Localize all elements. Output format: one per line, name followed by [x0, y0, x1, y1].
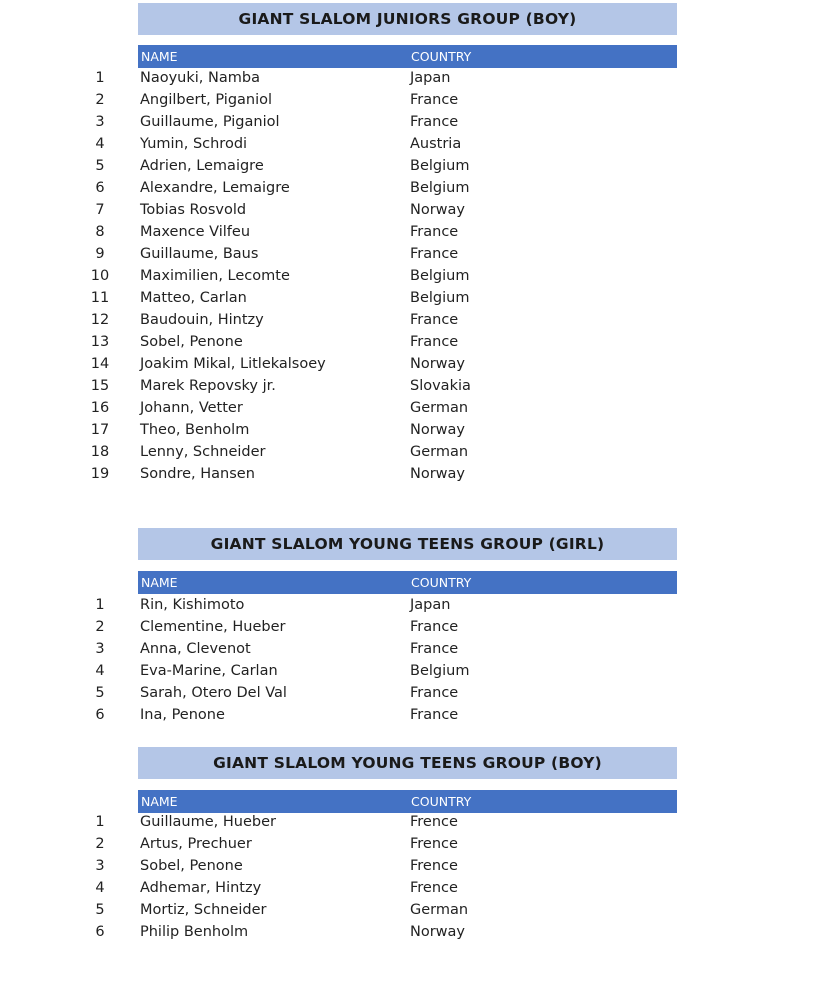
country-column-header: COUNTRY [411, 575, 472, 590]
athlete-country: Norway [410, 356, 466, 372]
athlete-country: Belgium [410, 158, 470, 174]
athlete-name: Johann, Vetter [140, 400, 243, 416]
table-row [0, 595, 820, 617]
table-row [0, 332, 820, 354]
athlete-name: Guillaume, Hueber [140, 814, 276, 830]
athlete-country: Norway [410, 422, 466, 438]
row-number: 17 [90, 422, 110, 438]
athlete-name: Joakim Mikal, Litlekalsoey [140, 356, 326, 372]
table-body [0, 68, 820, 486]
athlete-country: France [410, 707, 459, 723]
row-number: 3 [95, 858, 105, 874]
row-number: 9 [95, 246, 105, 262]
row-number: 4 [95, 136, 105, 152]
table-row [0, 683, 820, 705]
section-title: GIANT SLALOM JUNIORS GROUP (BOY) [138, 3, 677, 35]
row-number: 5 [95, 902, 105, 918]
table-row [0, 354, 820, 376]
row-number: 16 [90, 400, 110, 416]
table-row [0, 834, 820, 856]
row-number: 3 [95, 114, 105, 130]
athlete-name: Angilbert, Piganiol [140, 92, 273, 108]
athlete-name: Mortiz, Schneider [140, 902, 267, 918]
athlete-name: Anna, Clevenot [140, 641, 251, 657]
country-column-header: COUNTRY [411, 794, 472, 809]
section-title: GIANT SLALOM YOUNG TEENS GROUP (BOY) [138, 747, 677, 779]
table-row [0, 639, 820, 661]
athlete-country: Belgium [410, 180, 470, 196]
athlete-name: Adhemar, Hintzy [140, 880, 262, 896]
row-number: 5 [95, 685, 105, 701]
table-row [0, 398, 820, 420]
row-number: 2 [95, 619, 105, 635]
row-number: 13 [90, 334, 110, 350]
row-number: 7 [95, 202, 105, 218]
row-number: 2 [95, 92, 105, 108]
table-row [0, 68, 820, 90]
athlete-name: Guillaume, Baus [140, 246, 259, 262]
table-row [0, 134, 820, 156]
table-row [0, 420, 820, 442]
row-number: 19 [90, 466, 110, 482]
table-row [0, 90, 820, 112]
row-number: 11 [90, 290, 110, 306]
athlete-name: Naoyuki, Namba [140, 70, 260, 86]
table-row [0, 222, 820, 244]
row-number: 6 [95, 924, 105, 940]
athlete-name: Eva-Marine, Carlan [140, 663, 278, 679]
athlete-country: German [410, 444, 469, 460]
table-header [138, 45, 677, 68]
row-number: 4 [95, 880, 105, 896]
athlete-name: Philip Benholm [140, 924, 249, 940]
athlete-country: France [410, 246, 459, 262]
table-row [0, 442, 820, 464]
table-row [0, 288, 820, 310]
athlete-country: France [410, 619, 459, 635]
table-header [138, 571, 677, 594]
name-column-header: NAME [141, 49, 178, 64]
athlete-country: Norway [410, 924, 466, 940]
athlete-country: Frence [410, 814, 458, 830]
athlete-country: France [410, 224, 459, 240]
athlete-country: Belgium [410, 663, 470, 679]
athlete-country: German [410, 400, 469, 416]
row-number: 15 [90, 378, 110, 394]
athlete-country: Japan [410, 597, 451, 613]
table-row [0, 156, 820, 178]
athlete-country: Frence [410, 836, 458, 852]
athlete-name: Sarah, Otero Del Val [140, 685, 287, 701]
athlete-name: Adrien, Lemaigre [140, 158, 264, 174]
table-row [0, 376, 820, 398]
table-row [0, 112, 820, 134]
row-number: 1 [95, 70, 105, 86]
athlete-name: Sobel, Penone [140, 858, 243, 874]
row-number: 18 [90, 444, 110, 460]
row-number: 8 [95, 224, 105, 240]
athlete-country: Slovakia [410, 378, 471, 394]
athlete-country: Frence [410, 858, 458, 874]
row-number: 10 [90, 268, 110, 284]
table-row [0, 244, 820, 266]
table-row [0, 266, 820, 288]
row-number: 6 [95, 707, 105, 723]
athlete-country: France [410, 334, 459, 350]
name-column-header: NAME [141, 794, 178, 809]
athlete-name: Sondre, Hansen [140, 466, 255, 482]
athlete-country: France [410, 114, 459, 130]
table-row [0, 617, 820, 639]
athlete-name: Lenny, Schneider [140, 444, 266, 460]
athlete-country: France [410, 641, 459, 657]
table-row [0, 900, 820, 922]
row-number: 4 [95, 663, 105, 679]
section-title: GIANT SLALOM YOUNG TEENS GROUP (GIRL) [138, 528, 677, 560]
athlete-country: France [410, 92, 459, 108]
athlete-country: Belgium [410, 290, 470, 306]
athlete-name: Rin, Kishimoto [140, 597, 245, 613]
athlete-name: Matteo, Carlan [140, 290, 247, 306]
row-number: 14 [90, 356, 110, 372]
athlete-name: Yumin, Schrodi [140, 136, 248, 152]
athlete-name: Guillaume, Piganiol [140, 114, 280, 130]
table-row [0, 856, 820, 878]
athlete-country: Belgium [410, 268, 470, 284]
name-column-header: NAME [141, 575, 178, 590]
row-number: 1 [95, 814, 105, 830]
athlete-name: Sobel, Penone [140, 334, 243, 350]
table-row [0, 200, 820, 222]
athlete-country: France [410, 312, 459, 328]
table-row [0, 812, 820, 834]
athlete-name: Marek Repovsky jr. [140, 378, 276, 394]
athlete-country: Japan [410, 70, 451, 86]
row-number: 1 [95, 597, 105, 613]
table-row [0, 464, 820, 486]
table-row [0, 922, 820, 944]
athlete-name: Theo, Benholm [140, 422, 250, 438]
table-row [0, 661, 820, 683]
athlete-country: German [410, 902, 469, 918]
table-header [138, 790, 677, 813]
athlete-name: Artus, Prechuer [140, 836, 252, 852]
country-column-header: COUNTRY [411, 49, 472, 64]
row-number: 5 [95, 158, 105, 174]
row-number: 12 [90, 312, 110, 328]
athlete-country: Norway [410, 466, 466, 482]
athlete-name: Maxence Vilfeu [140, 224, 251, 240]
row-number: 3 [95, 641, 105, 657]
table-body [0, 595, 820, 727]
athlete-country: Austria [410, 136, 462, 152]
athlete-name: Clementine, Hueber [140, 619, 286, 635]
athlete-name: Ina, Penone [140, 707, 225, 723]
athlete-name: Alexandre, Lemaigre [140, 180, 290, 196]
athlete-name: Maximilien, Lecomte [140, 268, 290, 284]
table-body [0, 812, 820, 944]
athlete-country: Frence [410, 880, 458, 896]
row-number: 2 [95, 836, 105, 852]
table-row [0, 878, 820, 900]
athlete-name: Tobias Rosvold [140, 202, 247, 218]
table-row [0, 178, 820, 200]
athlete-country: France [410, 685, 459, 701]
athlete-name: Baudouin, Hintzy [140, 312, 264, 328]
row-number: 6 [95, 180, 105, 196]
table-row [0, 705, 820, 727]
athlete-country: Norway [410, 202, 466, 218]
table-row [0, 310, 820, 332]
